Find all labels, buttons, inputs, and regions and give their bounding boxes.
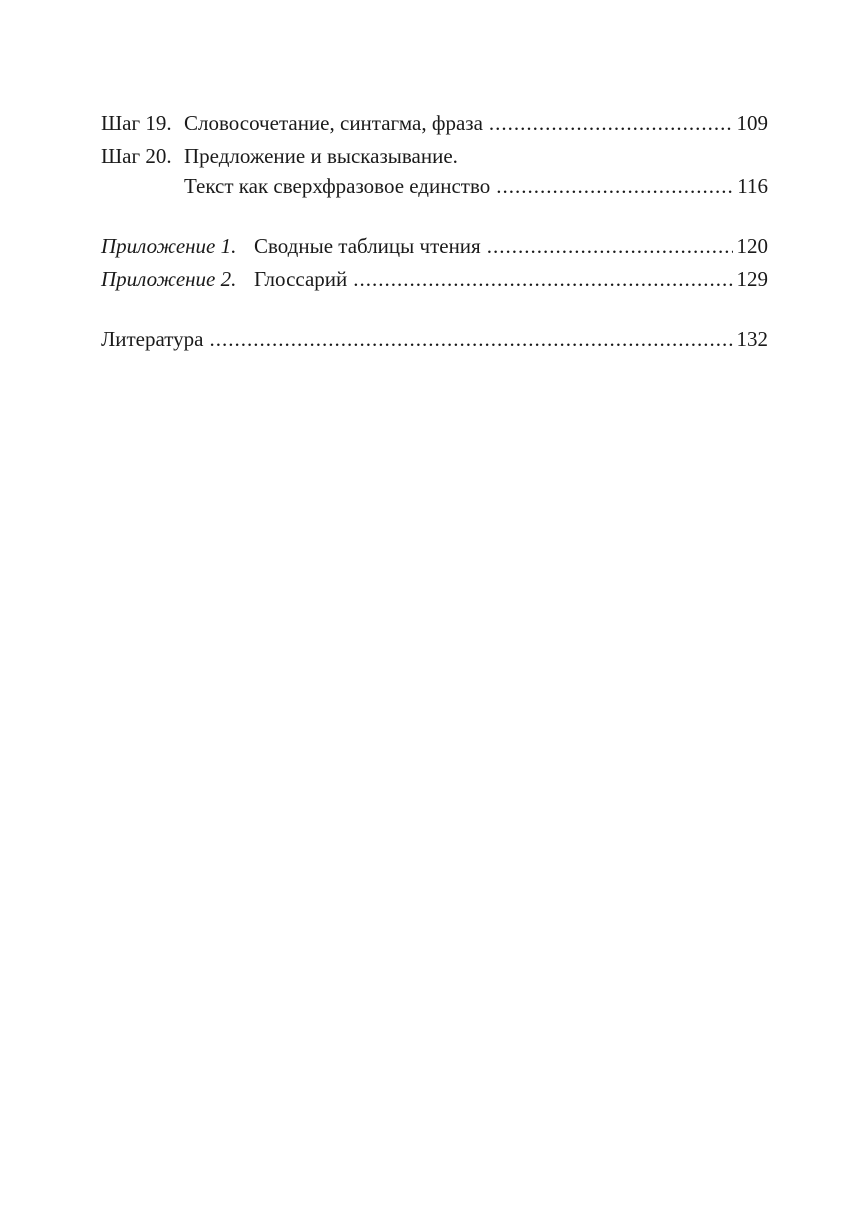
toc-entry-label: Приложение 1. [101,234,237,258]
toc-entry-title-continuation: Текст как сверхфразовое единство [184,174,491,198]
dot-leader [496,171,733,201]
toc-entry-step-19[interactable] [101,108,768,138]
toc-entry-page-number: 132 [736,327,768,351]
toc-entry-title: Предложение и высказывание. [184,144,458,168]
toc-entry-page-number: 120 [736,234,768,258]
dot-leader [489,108,733,138]
toc-entry-step-20-line2[interactable] [101,171,768,201]
dot-leader [353,264,732,294]
toc-entry-label: Приложение 2. [101,267,237,291]
table-of-contents [101,108,768,354]
toc-entry-page-number: 109 [736,111,768,135]
toc-entry-literature[interactable] [101,324,768,354]
toc-entry-step-20-line1[interactable] [101,141,768,171]
dot-leader [209,324,732,354]
toc-entry-label: Шаг 20. [101,144,172,168]
dot-leader [487,231,733,261]
toc-entry-label: Шаг 19. [101,111,172,135]
toc-entry-appendix-2[interactable] [101,264,768,294]
toc-entry-title: Сводные таблицы чтения [254,234,481,258]
toc-entry-page-number: 129 [736,267,768,291]
toc-entry-appendix-1[interactable] [101,231,768,261]
toc-entry-page-number: 116 [737,174,768,198]
toc-entry-title: Литература [101,327,204,351]
toc-entry-title: Словосочетание, синтагма, фраза [184,111,483,135]
toc-entry-title: Глоссарий [254,267,348,291]
